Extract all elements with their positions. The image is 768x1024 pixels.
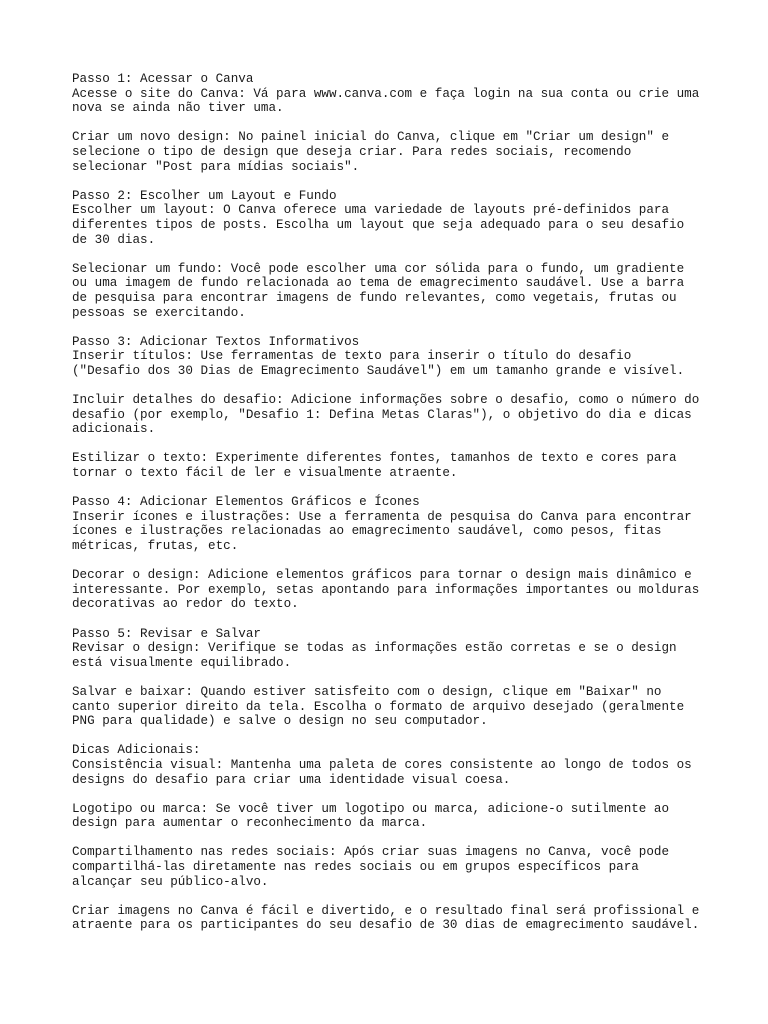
paragraph-passo-1 — [72, 72, 712, 116]
document-page — [72, 72, 712, 948]
paragraph-passo-2 — [72, 189, 712, 247]
text-line: Decorar o design: Adicione elementos gráficos para tornar o design mais dinâmico e — [72, 568, 692, 583]
paragraph-compartilhamento — [72, 845, 712, 889]
section-heading: Passo 2: Escolher um Layout e Fundo — [72, 188, 337, 203]
text-line: Acesse o site do Canva: Vá para www.canva.com e faça login na sua conta ou crie uma — [72, 86, 700, 101]
text-line: Consistência visual: Mantenha uma paleta de cores consistente ao longo de todos os — [72, 757, 692, 772]
text-line: selecione o tipo de design que deseja criar. Para redes sociais, recomendo — [72, 144, 632, 159]
text-line: Criar imagens no Canva é fácil e divertido, e o resultado final será profissional e — [72, 903, 700, 918]
paragraph-incluir-detalhes — [72, 393, 712, 437]
paragraph-selecionar-fundo — [72, 262, 712, 320]
text-line: design para aumentar o reconhecimento da marca. — [72, 816, 428, 831]
text-line: designs do desafio para criar uma identidade visual coesa. — [72, 772, 511, 787]
text-line: Revisar o design: Verifique se todas as informações estão corretas e se o design — [72, 641, 677, 656]
section-heading: Passo 4: Adicionar Elementos Gráficos e Ícones — [72, 495, 420, 510]
text-line: Inserir ícones e ilustrações: Use a ferramenta de pesquisa do Canva para encontrar — [72, 509, 692, 524]
section-heading: Passo 3: Adicionar Textos Informativos — [72, 334, 360, 349]
paragraph-decorar-design — [72, 568, 712, 612]
text-line: selecionar "Post para mídias sociais". — [72, 159, 360, 174]
text-line: Logotipo ou marca: Se você tiver um logotipo ou marca, adicione-o sutilmente ao — [72, 801, 670, 816]
text-line: está visualmente equilibrado. — [72, 655, 292, 670]
text-line: desafio (por exemplo, "Desafio 1: Defina Metas Claras"), o objetivo do dia e dicas — [72, 407, 692, 422]
paragraph-passo-4 — [72, 495, 712, 553]
text-line: Selecionar um fundo: Você pode escolher uma cor sólida para o fundo, um gradiente — [72, 261, 685, 276]
text-line: Incluir detalhes do desafio: Adicione informações sobre o desafio, como o número do — [72, 393, 700, 408]
text-line: nova se ainda não tiver uma. — [72, 101, 284, 116]
text-line: diferentes tipos de posts. Escolha um layout que seja adequado para o seu desafio — [72, 217, 685, 232]
text-line: atraente para os participantes do seu desafio de 30 dias de emagrecimento saudável. — [72, 918, 700, 933]
paragraph-salvar-baixar — [72, 685, 712, 729]
text-line: Estilizar o texto: Experimente diferentes fontes, tamanhos de texto e cores para — [72, 451, 677, 466]
text-line: PNG para qualidade) e salve o design no seu computador. — [72, 714, 488, 729]
text-line: ou uma imagem de fundo relacionada ao tema de emagrecimento saudável. Use a barra — [72, 276, 685, 291]
paragraph-criar-design — [72, 130, 712, 174]
section-heading: Dicas Adicionais: — [72, 743, 201, 758]
text-line: Salvar e baixar: Quando estiver satisfeito com o design, clique em "Baixar" no — [72, 684, 662, 699]
text-line: tornar o texto fácil de ler e visualmente atraente. — [72, 466, 458, 481]
text-line: canto superior direito da tela. Escolha o formato de arquivo desejado (geralmente — [72, 699, 685, 714]
paragraph-conclusao — [72, 904, 712, 933]
text-line: ("Desafio dos 30 Dias de Emagrecimento Saudável") em um tamanho grande e visível. — [72, 363, 685, 378]
text-line: métricas, frutas, etc. — [72, 539, 239, 553]
text-line: de pesquisa para encontrar imagens de fundo relevantes, como vegetais, frutas ou — [72, 290, 677, 305]
paragraph-passo-3 — [72, 335, 712, 379]
text-line: decorativas ao redor do texto. — [72, 597, 299, 612]
paragraph-estilizar-texto — [72, 451, 712, 480]
text-line: compartilhá-las diretamente nas redes sociais ou em grupos específicos para — [72, 860, 639, 875]
text-line: Criar um novo design: No painel inicial do Canva, clique em "Criar um design" e — [72, 130, 670, 145]
section-heading: Passo 1: Acessar o Canva — [72, 72, 254, 86]
text-line: adicionais. — [72, 422, 156, 437]
paragraph-logotipo — [72, 802, 712, 831]
section-heading: Passo 5: Revisar e Salvar — [72, 626, 261, 641]
paragraph-passo-5 — [72, 627, 712, 671]
text-line: de 30 dias. — [72, 232, 156, 247]
text-line: ícones e ilustrações relacionadas ao emagrecimento saudável, como pesos, fitas — [72, 524, 662, 539]
text-line: alcançar seu público-alvo. — [72, 874, 269, 889]
text-line: interessante. Por exemplo, setas apontando para informações importantes ou molduras — [72, 582, 700, 597]
text-line: Inserir títulos: Use ferramentas de texto para inserir o título do desafio — [72, 349, 632, 364]
text-line: Escolher um layout: O Canva oferece uma variedade de layouts pré-definidos para — [72, 203, 670, 218]
text-line: pessoas se exercitando. — [72, 305, 246, 320]
text-line: Compartilhamento nas redes sociais: Após criar suas imagens no Canva, você pode — [72, 845, 670, 860]
paragraph-dicas-adicionais — [72, 743, 712, 787]
